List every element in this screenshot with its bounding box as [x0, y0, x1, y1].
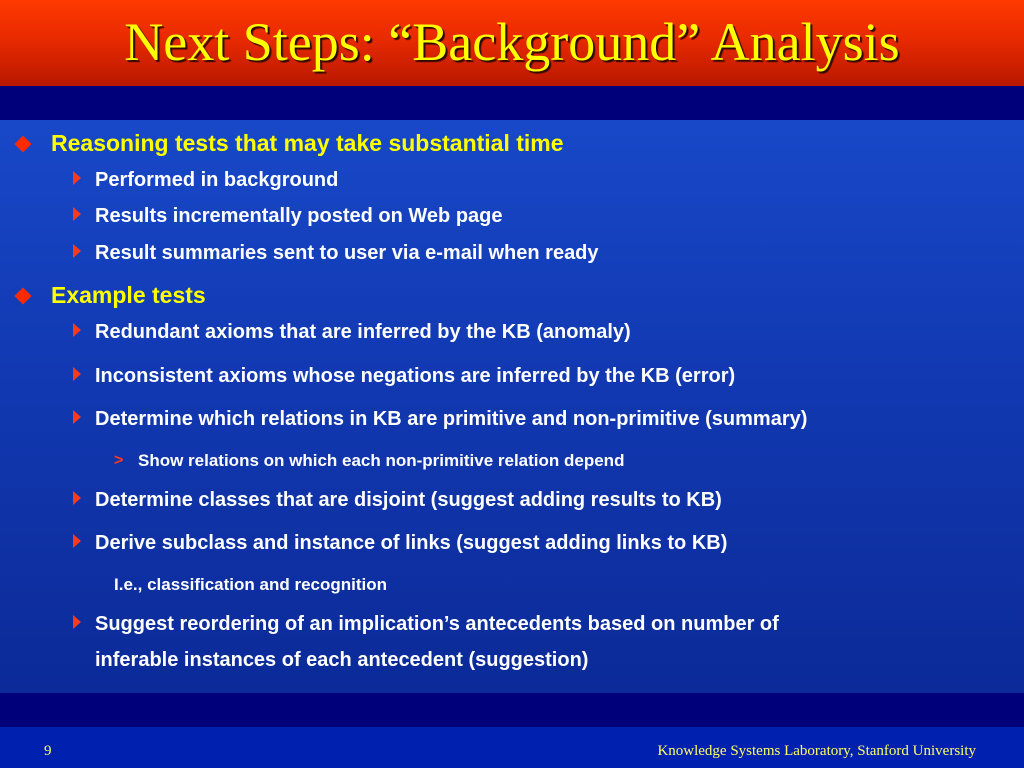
slide-number: 9 [44, 743, 52, 759]
triangle-bullet-icon [73, 171, 81, 185]
bottom-band [0, 693, 1024, 727]
bullet-suggest-reordering-cont: inferable instances of each antecedent (suggestion) [95, 649, 589, 671]
footer-organization: Knowledge Systems Laboratory, Stanford University [657, 743, 976, 759]
bullet-reasoning-tests: Reasoning tests that may take substantial time [51, 130, 564, 156]
triangle-bullet-icon [73, 410, 81, 424]
bullet-suggest-reordering: Suggest reordering of an implication’s antecedents based on number of [95, 613, 779, 635]
triangle-bullet-icon [73, 367, 81, 381]
note-classification: I.e., classification and recognition [114, 575, 388, 594]
bullet-performed-background: Performed in background [95, 169, 339, 191]
triangle-bullet-icon [73, 323, 81, 337]
bullet-derive-subclass: Derive subclass and instance of links (suggest adding links to KB) [95, 532, 728, 554]
bullet-result-summaries: Result summaries sent to user via e-mail when ready [95, 242, 599, 264]
bullet-disjoint-classes: Determine classes that are disjoint (suggest adding results to KB) [95, 489, 722, 511]
bullet-redundant-axioms: Redundant axioms that are inferred by the KB (anomaly) [95, 321, 631, 343]
greater-than-bullet-icon: > [114, 452, 124, 469]
bullet-inconsistent-axioms: Inconsistent axioms whose negations are inferred by the KB (error) [95, 365, 736, 387]
top-band [0, 86, 1024, 120]
slide-title: Next Steps: “Background” Analysis [124, 12, 900, 72]
bullet-example-tests: Example tests [51, 282, 206, 308]
triangle-bullet-icon [73, 615, 81, 629]
triangle-bullet-icon [73, 244, 81, 258]
triangle-bullet-icon [73, 534, 81, 548]
triangle-bullet-icon [73, 491, 81, 505]
bullet-show-relations: Show relations on which each non-primitive relation depend [138, 451, 625, 470]
triangle-bullet-icon [73, 207, 81, 221]
bullet-results-posted: Results incrementally posted on Web page [95, 205, 503, 227]
bullet-determine-relations: Determine which relations in KB are primitive and non-primitive (summary) [95, 408, 808, 430]
